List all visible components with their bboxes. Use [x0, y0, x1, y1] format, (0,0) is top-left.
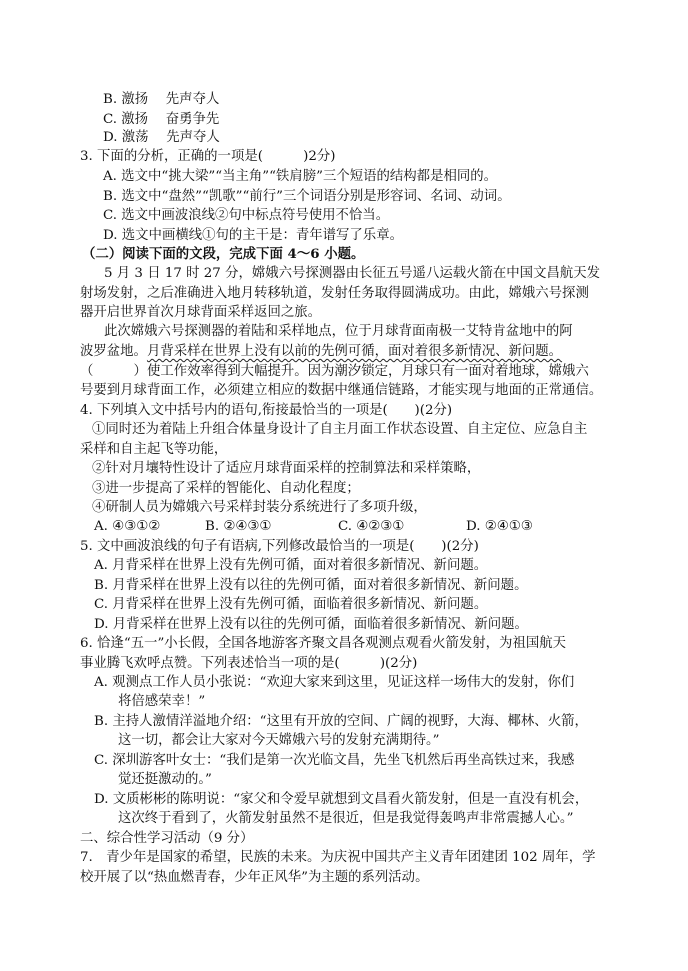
- q5-option-c: C. 月背采样在世界上没有先例可循，面临着很多新情况、新问题。: [94, 597, 488, 612]
- q6-option-d: D. 文质彬彬的陈明说：“家父和令爱早就想到文昌看火箭发射，但是一直没有机会，: [94, 792, 589, 807]
- q3-stem: 3. 下面的分析，正确的一项是( )2分): [80, 149, 336, 164]
- q6-option-c-cont: 觉还挺激动的。”: [118, 772, 212, 787]
- q6-option-c: C. 深圳游客叶女士：“我们是第一次光临文昌，先坐飞机然后再坐高铁过来，我感: [94, 753, 575, 768]
- q5-option-b: B. 月背采样在世界上没有以往的先例可循，面对着很多新情况、新问题。: [94, 578, 528, 593]
- q2-option-b: B. 激扬 先声夺人: [103, 92, 220, 107]
- q6-stem-line2: 事业腾飞欢呼点赞。下列表述恰当一项的是( )(2分): [80, 656, 418, 671]
- q2-option-d: D. 激荡 先声夺人: [103, 130, 220, 145]
- section-2-heading: （二）阅读下面的文段，完成下面 4～6 小题。: [82, 246, 365, 262]
- q6-option-d-cont: 这次终于看到了，火箭发射虽然不是很近，但是我觉得轰鸣声非常震撼人心。”: [118, 811, 574, 826]
- q4-item-1: ①同时还为着陆上升组合体量身设计了自主月面工作状态设置、自主定位、应急自主: [92, 422, 588, 437]
- passage-p2-line2: [80, 342, 562, 362]
- q4-item-2: ②针对月壤特性设计了适应月球背面采样的控制算法和采样策略，: [92, 461, 481, 476]
- q4-item-4: ④研制人员为嫦娥六号采样封装分系统进行了多项升级，: [92, 500, 427, 515]
- passage-p2-line1: 此次嫦娥六号探测器的着陆和采样地点，位于月球背面南极一艾特肯盆地中的阿: [104, 324, 573, 339]
- q4-item-1-cont: 采样和自主起飞等功能，: [80, 442, 228, 457]
- q7-line1: 7. 青少年是国家的希望，民族的未来。为庆祝中国共产主义青年团建团 102 周年，学: [80, 850, 596, 865]
- q6-option-a-cont: 将倍感荣幸！”: [118, 694, 206, 709]
- q3-option-b: B. 选文中“盘然”“凯歌”“前行”三个词语分别是形容词、名词、动词。: [103, 189, 511, 204]
- q2-option-c: C. 激扬 奋勇争先: [103, 112, 220, 127]
- passage-p1-line1: 5 月 3 日 17 时 27 分，嫦娥六号探测器由长征五号遥八运载火箭在中国文昌航天发: [104, 266, 601, 281]
- passage-p1-line2: 射场发射，之后准确进入地月转移轨道，发射任务取得圆满成功。由此，嫦娥六号探测: [80, 286, 589, 301]
- passage-p1-line3: 器开启世界首次月球背面采样返回之旅。: [80, 305, 322, 320]
- q4-option-a: A. ④③①②: [94, 519, 161, 534]
- wavy-underlined-sentence: 月背采样在世界上没有以前的先例可循，面对着很多新情况、新问题。: [146, 344, 563, 359]
- part-2-heading: 二、综合性学习活动（9 分）: [80, 831, 254, 846]
- q4-option-d: D. ②④①③: [466, 519, 533, 534]
- q5-option-a: A. 月背采样在世界上没有先例可循，面对着很多新情况、新问题。: [94, 558, 488, 573]
- q4-option-b: B. ②④③①: [205, 519, 272, 534]
- q3-option-c: C. 选文中画波浪线②句中标点符号使用不恰当。: [103, 208, 390, 223]
- passage-p2-plain: 波罗盆地。: [80, 344, 147, 359]
- q4-item-3: ③进一步提高了采样的智能化、自动化程度；: [92, 481, 360, 496]
- q3-option-a: A. 选文中“挑大梁”“当主角”“铁肩膀”三个短语的结构都是相同的。: [103, 169, 498, 184]
- passage-p2-line3: （ ）使工作效率得到大幅提升。因为潮汐锁定，月球只有一面对着地球，嫦娥六: [80, 364, 589, 379]
- q5-option-d: D. 月背采样在世界上没有以往的先例可循，面临着很多新情况、新问题。: [94, 617, 528, 632]
- q6-stem-line1: 6. 恰逢“五一”小长假，全国各地游客齐聚文昌各观测点观看火箭发射，为祖国航天: [80, 636, 567, 651]
- q3-option-d: D. 选文中画横线①句的主干是：青年谱写了乐章。: [103, 228, 403, 243]
- q7-line2: 校开展了以“热血燃青春，少年正风华”为主题的系列活动。: [80, 870, 429, 885]
- q6-option-b-cont: 这一切，都会让大家对今天嫦娥六号的发射充满期待。”: [118, 733, 440, 748]
- q5-stem: 5. 文中画波浪线的句子有语病,下列修改最恰当的一项是( )(2分): [80, 539, 479, 554]
- q4-stem: 4. 下列填入文中括号内的语句,衔接最恰当的一项是( )(2分): [80, 403, 453, 418]
- q4-option-c: C. ④②③①: [338, 519, 405, 534]
- passage-p2-line4: 号要到月球背面工作，必须建立相应的数据中继通信链路，才能实现与地面的正常通信。: [80, 383, 603, 398]
- q6-option-a: A. 观测点工作人员小张说：“欢迎大家来到这里，见证这样一场伟大的发射，你们: [94, 675, 575, 690]
- q6-option-b: B. 主持人激情洋溢地介绍：“这里有开放的空间、广阔的视野，大海、椰林、火箭，: [94, 714, 588, 729]
